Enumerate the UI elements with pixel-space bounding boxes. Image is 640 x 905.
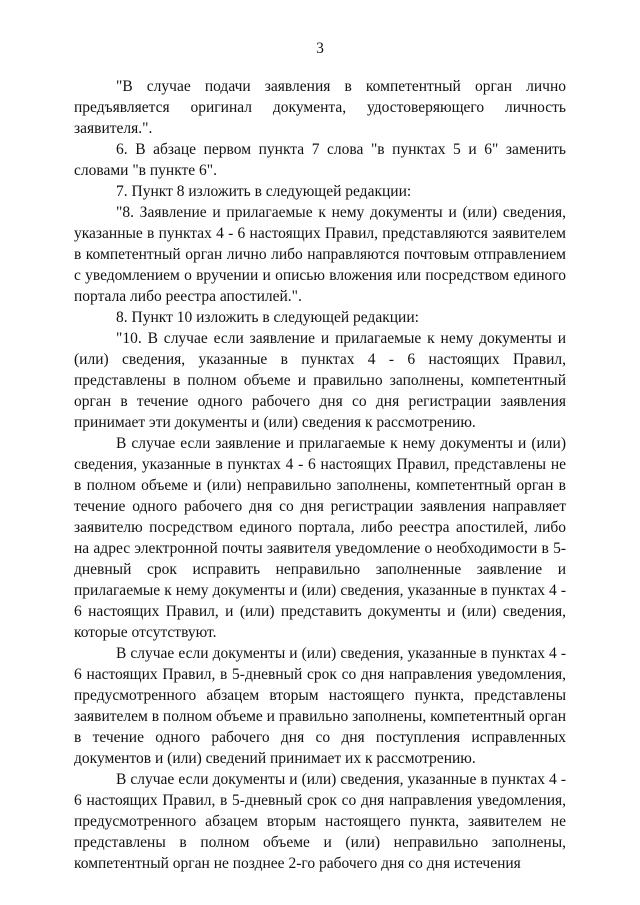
- paragraph: В случае если заявление и прилагаемые к нему документы и (или) сведения, указанные в пунктах 4 - 6 настоящих Правил, представлены не в полном объеме и (или) неправильно заполнены, компетентный орган в течение одного рабочего дня со дня регистрации заявления направляет заявителю посредством единого портала, либо реестра апостилей, либо на адрес электронной почты заявителя уведомление о необходимости в 5-дневный срок исправить неправильно заполненные заявление и прилагаемые к нему документы и (или) сведения, указанные в пунктах 4 - 6 настоящих Правил, и (или) представить документы и (или) сведения, которые отсутствуют.: [74, 435, 566, 641]
- page-number: 3: [316, 40, 324, 57]
- paragraph: 8. Пункт 10 изложить в следующей редакции:: [116, 309, 419, 326]
- document-body: [74, 76, 566, 874]
- paragraph: "8. Заявление и прилагаемые к нему документы и (или) сведения, указанные в пунктах 4 - 6 настоящих Правил, представляются заявителем в компетентный орган лично либо направляются почтовым отправлением с уведомлением о вручении и описью вложения или посредством единого портала либо реестра апостилей.".: [74, 204, 566, 305]
- paragraph: 6. В абзаце первом пункта 7 слова "в пунктах 5 и 6" заменить словами "в пункте 6".: [74, 141, 566, 179]
- paragraph: В случае если документы и (или) сведения, указанные в пунктах 4 - 6 настоящих Правил, в 5-дневный срок со дня направления уведомления, предусмотренного абзацем вторым настоящего пункта, заявителем не представлены в полном объеме и (или) неправильно заполнены, компетентный орган не позднее 2-го рабочего дня со дня истечения: [74, 771, 566, 872]
- paragraph: "10. В случае если заявление и прилагаемые к нему документы и (или) сведения, указанные в пунктах 4 - 6 настоящих Правил, представлены в полном объеме и правильно заполнены, компетентный орган в течение одного рабочего дня со дня регистрации заявления принимает эти документы и (или) сведения к рассмотрению.: [74, 330, 566, 431]
- paragraph: В случае если документы и (или) сведения, указанные в пунктах 4 - 6 настоящих Правил, в 5-дневный срок со дня направления уведомления, предусмотренного абзацем вторым настоящего пункта, представлены заявителем в полном объеме и правильно заполнены, компетентный орган в течение одного рабочего дня со дня поступления исправленных документов и (или) сведений принимает их к рассмотрению.: [74, 645, 566, 767]
- paragraph: 7. Пункт 8 изложить в следующей редакции:: [116, 183, 412, 200]
- paragraph: "В случае подачи заявления в компетентный орган лично предъявляется оригинал документа, удостоверяющего личность заявителя.".: [74, 78, 566, 137]
